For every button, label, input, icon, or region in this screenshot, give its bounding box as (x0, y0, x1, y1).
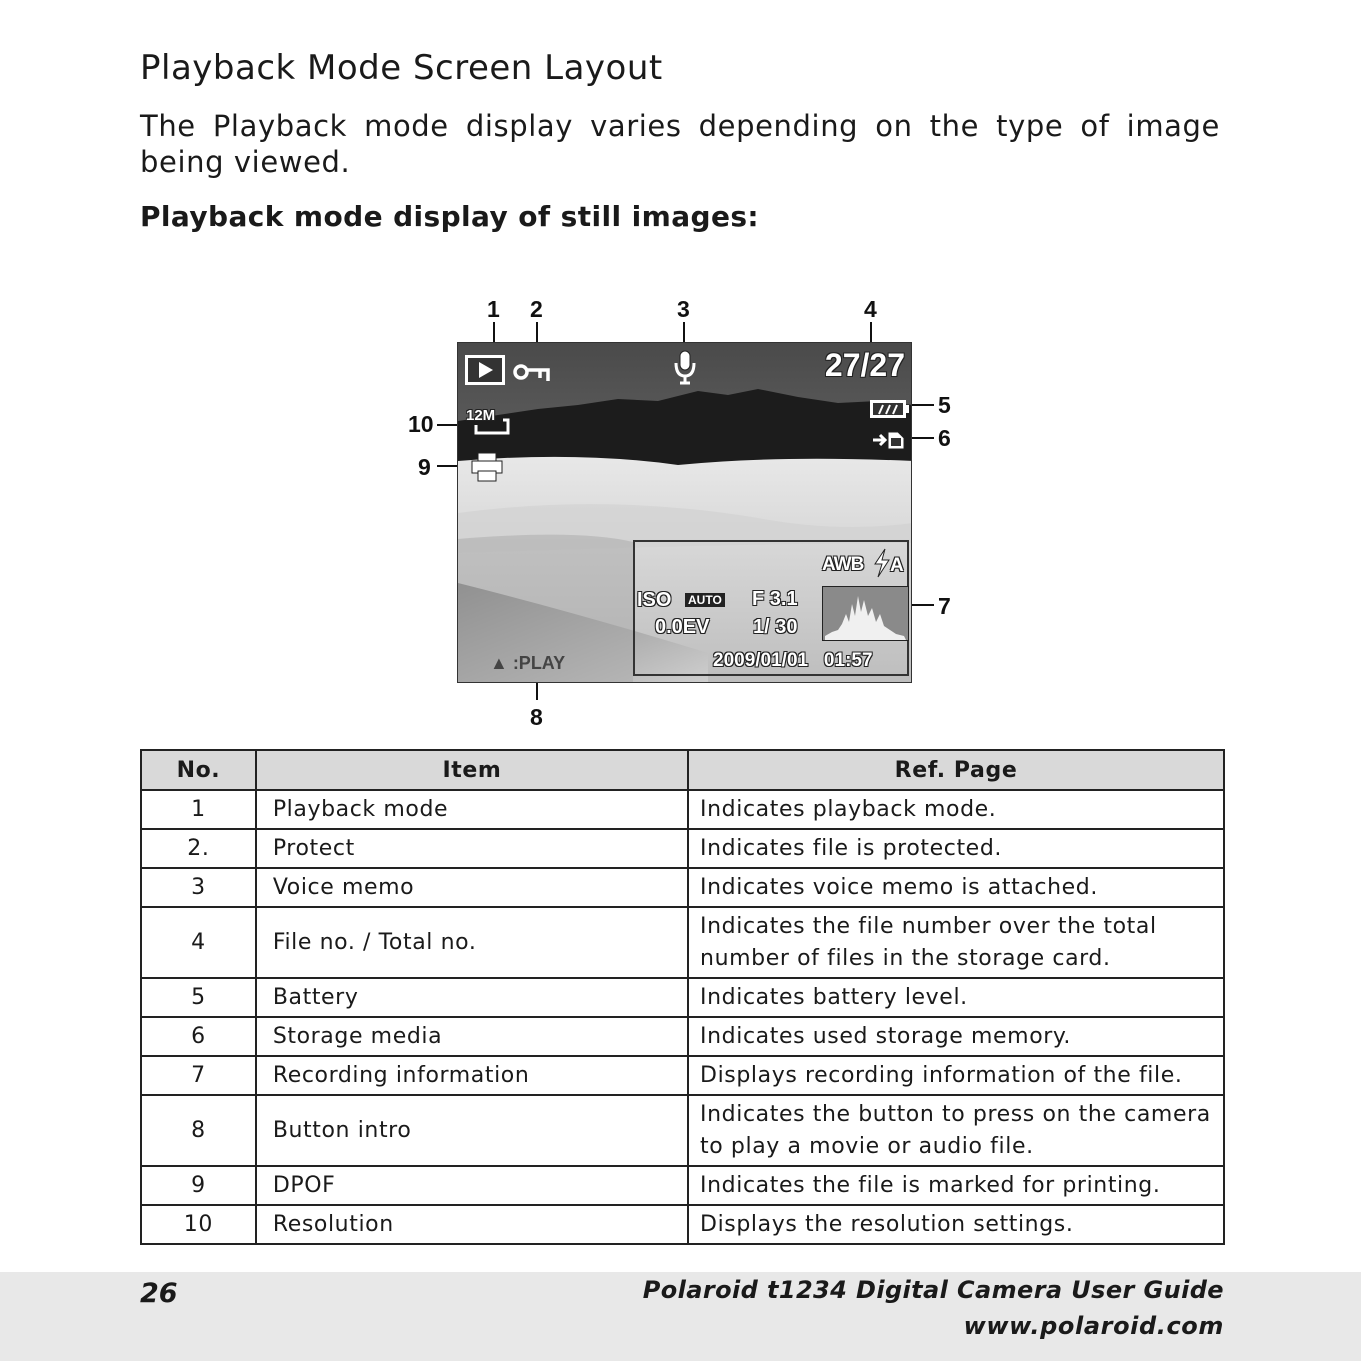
website-link[interactable]: www.polaroid.com (963, 1312, 1224, 1340)
flash-icon (873, 548, 891, 578)
awb-label: AWB (822, 554, 864, 575)
header-no: No. (141, 750, 256, 790)
row-ref: Indicates battery level. (688, 978, 1224, 1017)
header-item: Item (256, 750, 688, 790)
row-item: Protect (256, 829, 688, 868)
table-row (141, 1095, 1224, 1166)
row-item: Resolution (256, 1205, 688, 1244)
battery-icon (870, 400, 910, 418)
table-row (141, 907, 1224, 978)
camera-screen (457, 342, 912, 683)
row-no: 7 (141, 1056, 256, 1095)
table-header-row (141, 750, 1224, 790)
resolution-label: 12M (466, 407, 496, 424)
row-no: 2. (141, 829, 256, 868)
row-ref: Displays recording information of the file. (688, 1056, 1224, 1095)
row-item: Recording information (256, 1056, 688, 1095)
row-ref: Displays the resolution settings. (688, 1205, 1224, 1244)
callout-5: 5 (938, 392, 951, 418)
callout-4: 4 (864, 296, 877, 322)
flash-mode-label: A (890, 555, 904, 576)
page-number: 26 (140, 1278, 178, 1309)
callout-3: 3 (677, 296, 690, 322)
row-ref: Indicates the file is marked for printing. (688, 1166, 1224, 1205)
dpof-printer-icon (470, 451, 504, 483)
row-no: 6 (141, 1017, 256, 1056)
iso-value: AUTO (685, 593, 725, 607)
row-no: 3 (141, 868, 256, 907)
callout-8: 8 (530, 704, 543, 730)
resolution-indicator (466, 407, 508, 433)
datetime-stamp: 2009/01/01 01:57 (713, 650, 873, 671)
table-row (141, 790, 1224, 829)
playback-icon (465, 355, 505, 385)
resolution-frame-icon (474, 417, 510, 435)
callout-1: 1 (487, 296, 500, 322)
table-row (141, 1166, 1224, 1205)
guide-title: Polaroid t1234 Digital Camera User Guide (642, 1276, 1224, 1304)
histogram-icon (822, 586, 910, 642)
row-no: 4 (141, 907, 256, 978)
row-no: 5 (141, 978, 256, 1017)
callout-9: 9 (418, 454, 431, 480)
ev-value: 0.0EV (655, 616, 710, 638)
row-item: Playback mode (256, 790, 688, 829)
intro-paragraph: The Playback mode display varies depending on the type of image being viewed. (140, 109, 1220, 179)
shutter-value: 1/ 30 (753, 616, 798, 638)
items-table (140, 749, 1225, 1245)
row-no: 1 (141, 790, 256, 829)
table-row (141, 978, 1224, 1017)
row-ref: Indicates file is protected. (688, 829, 1224, 868)
row-ref: Indicates playback mode. (688, 790, 1224, 829)
callout-7: 7 (938, 593, 951, 619)
row-ref: Indicates voice memo is attached. (688, 868, 1224, 907)
play-hint: ▲ :PLAY (490, 653, 566, 673)
row-no: 9 (141, 1166, 256, 1205)
row-item: Storage media (256, 1017, 688, 1056)
row-ref: Indicates the button to press on the camera to play a movie or audio file. (688, 1095, 1224, 1166)
protect-key-icon (512, 361, 550, 383)
section-title: Playback Mode Screen Layout (140, 48, 663, 88)
iso-label: ISO (637, 589, 672, 611)
row-item: Button intro (256, 1095, 688, 1166)
callout-6: 6 (938, 425, 951, 451)
callout-10: 10 (408, 411, 434, 437)
row-item: File no. / Total no. (256, 907, 688, 978)
row-item: Voice memo (256, 868, 688, 907)
row-item: DPOF (256, 1166, 688, 1205)
row-no: 8 (141, 1095, 256, 1166)
row-item: Battery (256, 978, 688, 1017)
row-ref: Indicates used storage memory. (688, 1017, 1224, 1056)
row-no: 10 (141, 1205, 256, 1244)
header-ref-page: Ref. Page (688, 750, 1224, 790)
callout-2: 2 (530, 296, 543, 322)
table-row (141, 868, 1224, 907)
aperture-value: F 3.1 (752, 588, 798, 610)
microphone-icon (672, 349, 698, 385)
recording-info-panel (633, 540, 909, 676)
file-counter: 27/27 (824, 347, 905, 383)
subheading: Playback mode display of still images: (140, 200, 760, 233)
table-row (141, 1205, 1224, 1244)
row-ref: Indicates the file number over the total number of files in the storage card. (688, 907, 1224, 978)
table-row (141, 1017, 1224, 1056)
table-row (141, 1056, 1224, 1095)
table-row (141, 829, 1224, 868)
storage-card-icon (872, 429, 908, 451)
